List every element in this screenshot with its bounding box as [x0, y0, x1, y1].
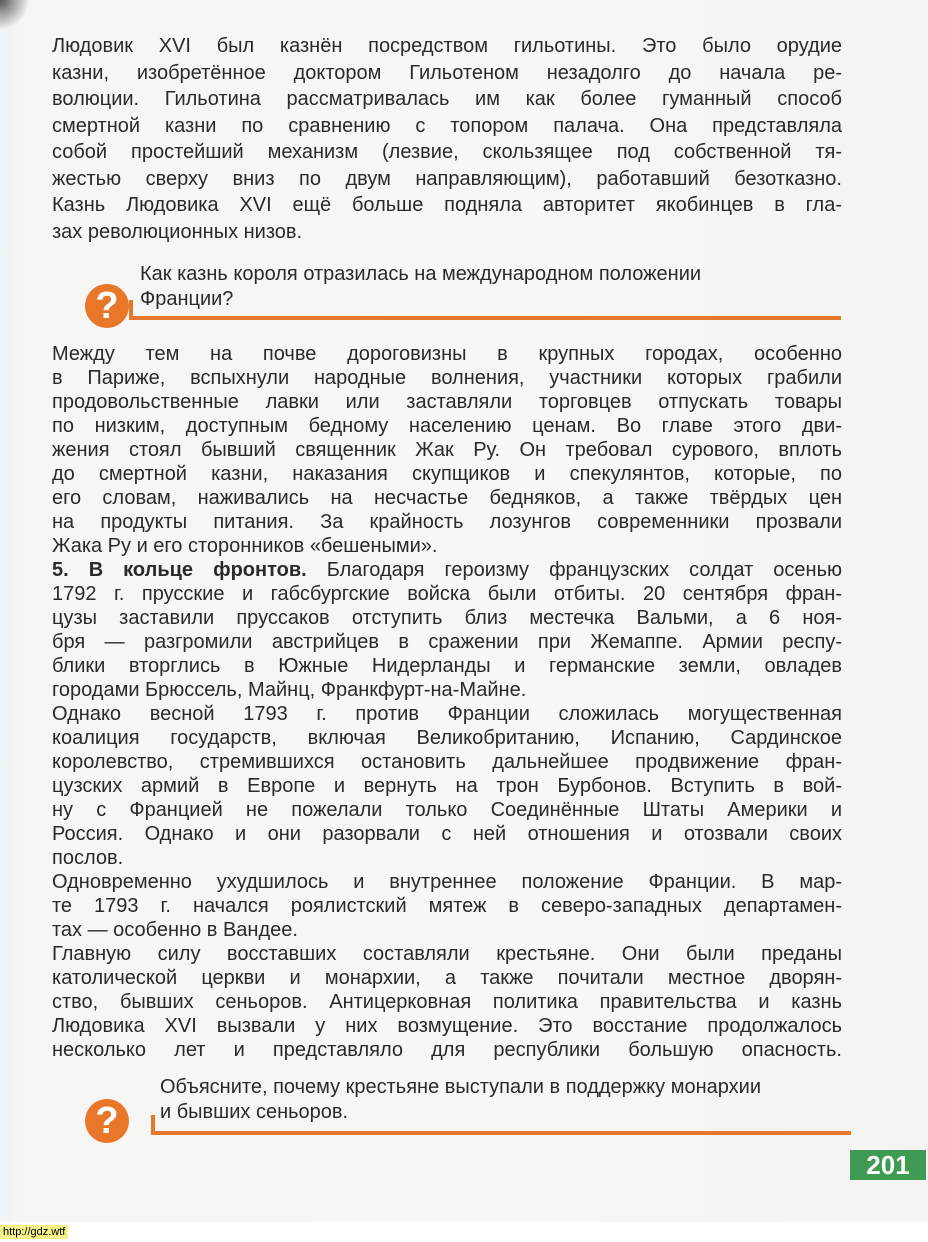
- text-line: Казнь Людовика XVI ещё больше подняла авторитет якобинцев в гла-: [52, 194, 842, 216]
- text-line: до смертной казни, наказания скупщиков и спекулянтов, которые, по: [52, 463, 842, 485]
- text-line: по низким, доступным бедному населению ценам. Во главе этого дви-: [52, 415, 842, 437]
- paragraph-guillotine: [52, 33, 842, 245]
- paragraph-ring-of-fronts: [52, 558, 842, 702]
- text-line: городами Брюссель, Майнц, Франкфурт-на-Майне.: [52, 679, 527, 701]
- text-line: 1792 г. прусские и габсбургские войска были отбиты. 20 сентября фран-: [52, 583, 842, 605]
- text-line: цузы заставили пруссаков отступить близ местечка Вальми, а 6 ноя-: [52, 607, 842, 629]
- text-line: его словам, наживались на несчастье бедняков, а также твёрдых цен: [52, 487, 842, 509]
- text-line: бря — разгромили австрийцев в сражении при Жемаппе. Армии респу-: [52, 631, 842, 653]
- text-line: послов.: [52, 847, 124, 869]
- text-line: ну с Францией не пожелали только Соединённые Штаты Америки и: [52, 799, 842, 821]
- text-line: Жака Ру и его сторонников «бешеными».: [52, 535, 438, 557]
- text-line: Главную силу восставших составляли крестьяне. Они были преданы: [52, 943, 842, 965]
- text-line: несколько лет и представляло для республики большую опасность.: [52, 1039, 842, 1061]
- text-line: жестью сверху вниз по двум направляющим), работавший безотказно.: [52, 167, 842, 190]
- text-line: смертной казни по сравнению с топором палача. Она представляла: [52, 114, 842, 137]
- question-line: Объясните, почему крестьяне выступали в поддержку монархии: [160, 1076, 761, 1098]
- question-text: [160, 1075, 850, 1125]
- section-heading: 5. В кольце фронтов.: [52, 559, 307, 581]
- text-line: католической церкви и монархии, а также почитали местное дворян-: [52, 967, 842, 989]
- watermark-link[interactable]: http://gdz.wtf: [0, 1225, 68, 1239]
- question-line: Как казнь короля отразилась на международном положении: [140, 263, 702, 285]
- text-line: в Париже, вспыхнули народные волнения, участники которых грабили: [52, 367, 842, 389]
- text-line: Однако весной 1793 г. против Франции сложилась могущественная: [52, 703, 842, 725]
- text-line: [52, 558, 842, 582]
- text-line: блики вторглись в Южные Нидерланды и германские земли, овладев: [52, 655, 842, 677]
- text-line: продовольственные лавки или заставляли торговцев отпускать товары: [52, 391, 842, 413]
- text-line: Людовика XVI вызвали у них возмущение. Это восстание продолжалось: [52, 1015, 842, 1037]
- question-text: [140, 262, 830, 312]
- text-line: Людовик XVI был казнён посредством гильотины. Это было орудие: [52, 35, 842, 57]
- text-line: волюции. Гильотина рассматривалась им как более гуманный способ: [52, 88, 842, 110]
- page-number: 201: [850, 1150, 926, 1180]
- text-line: казни, изобретённое доктором Гильотеном незадолго до начала ре-: [52, 61, 842, 84]
- question-underline: [151, 1131, 851, 1135]
- text-line: Россия. Однако и они разорвали с ней отношения и отозвали своих: [52, 823, 842, 845]
- text-line: тах — особенно в Вандее.: [52, 919, 298, 941]
- paragraph-coalition: [52, 702, 842, 870]
- question-line: и бывших сеньоров.: [160, 1101, 349, 1123]
- text-line: ство, бывших сеньоров. Антицерковная политика правительства и казнь: [52, 991, 842, 1013]
- paragraph-enrages: [52, 342, 842, 558]
- question-mark-icon: ?: [85, 284, 129, 328]
- text-line: цузских армий в Европе и вернуть на трон Бурбонов. Вступить в вой-: [52, 775, 842, 797]
- page-corner-shadow: [0, 0, 30, 30]
- paragraph-peasants: [52, 942, 842, 1062]
- question-line: Франции?: [140, 288, 234, 310]
- text-line: королевство, стремившихся остановить дальнейшее продвижение фран-: [52, 751, 842, 773]
- text-line: собой простейший механизм (лезвие, скользящее под собственной тя-: [52, 141, 842, 163]
- text-line-content: Благодаря героизму французских солдат осенью: [326, 559, 842, 581]
- text-line: Одновременно ухудшилось и внутреннее положение Франции. В мар-: [52, 871, 842, 893]
- text-line: Между тем на почве дороговизны в крупных городах, особенно: [52, 343, 842, 365]
- text-line: на продукты питания. За крайность лозунгов современники прозвали: [52, 511, 842, 533]
- text-line: коалиция государств, включая Великобританию, Испанию, Сардинское: [52, 727, 842, 749]
- text-line: жения стоял бывший священник Жак Ру. Он требовал сурового, вплоть: [52, 439, 842, 461]
- question-underline: [129, 316, 841, 320]
- question-mark-icon: ?: [85, 1099, 129, 1143]
- text-line: зах революционных низов.: [52, 220, 303, 243]
- paragraph-vendee: [52, 870, 842, 942]
- text-line: те 1793 г. начался роялистский мятеж в северо-западных департамен-: [52, 895, 842, 917]
